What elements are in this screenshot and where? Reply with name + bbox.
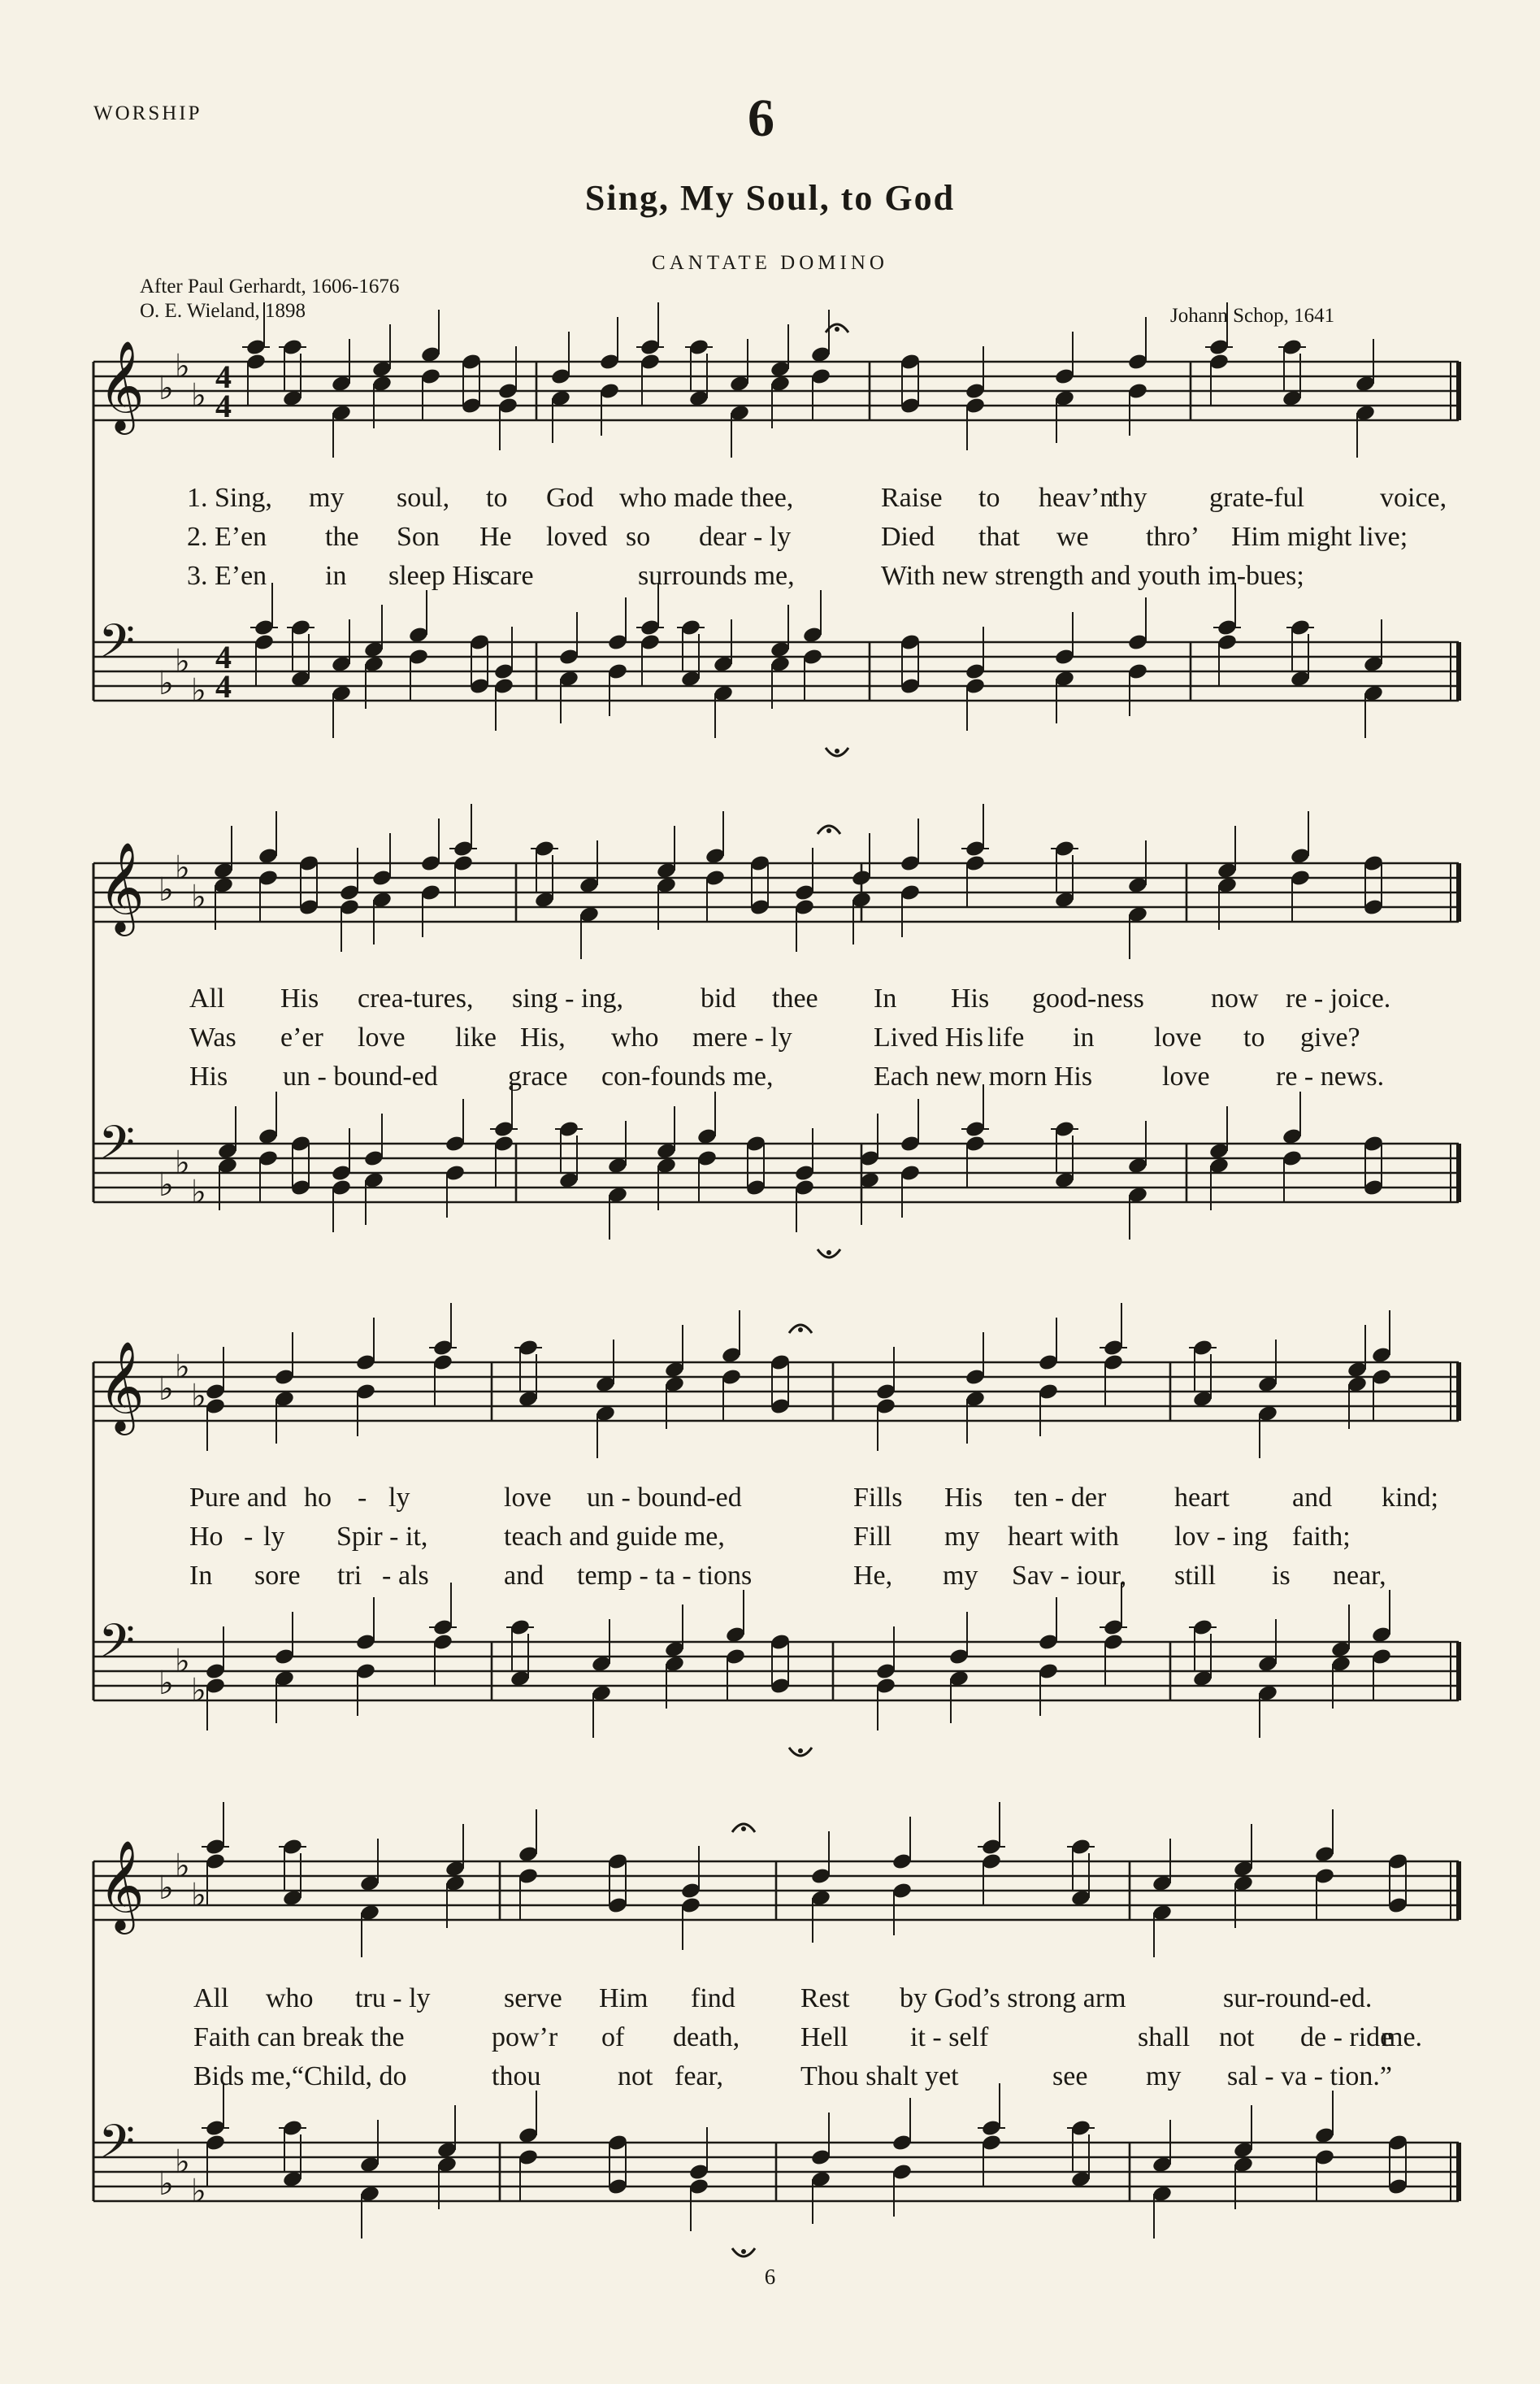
lyric-syllable: lov - ing <box>1174 1522 1269 1552</box>
flat-icon: ♭ <box>191 1174 206 1211</box>
lyric-syllable: un - bound-ed <box>283 1062 438 1092</box>
lyric-syllable: to <box>486 483 508 513</box>
flat-icon: ♭ <box>175 1643 190 1680</box>
text-credit-translator: O. E. Wieland, 1898 <box>140 300 306 322</box>
lyric-syllable: sleep His <box>388 561 491 591</box>
lyric-syllable: Son <box>397 522 440 552</box>
lyric-syllable: His <box>189 1062 228 1092</box>
lyric-syllable: thee <box>772 984 818 1014</box>
lyric-syllable: heart <box>1174 1483 1230 1513</box>
lyric-syllable: All <box>193 1983 229 2013</box>
lyric-syllable: me. <box>1382 2022 1423 2052</box>
fermata-icon <box>798 1327 803 1332</box>
lyric-syllable: my <box>944 1522 980 1552</box>
hymn-number: 6 <box>748 89 774 148</box>
lyric-syllable: shall <box>1138 2022 1191 2052</box>
lyric-syllable: mere - ly <box>692 1023 792 1053</box>
lyric-syllable: temp - ta - tions <box>577 1561 753 1591</box>
flat-icon: ♭ <box>191 377 206 415</box>
lyric-syllable: Bids me,“Child, do <box>193 2061 407 2091</box>
lyric-syllable: God <box>546 483 594 513</box>
lyric-syllable: Each new morn His <box>874 1062 1093 1092</box>
lyric-syllable: tru - ly <box>355 1983 431 2013</box>
flat-icon: ♭ <box>191 1378 206 1415</box>
lyric-syllable: His, <box>520 1023 566 1053</box>
lyric-syllable: love <box>1154 1023 1202 1053</box>
lyric-syllable: Faith can break the <box>193 2022 405 2052</box>
lyric-syllable: heav’n <box>1039 483 1114 513</box>
lyric-syllable: good-ness <box>1032 984 1144 1014</box>
lyric-syllable: Fill <box>853 1522 892 1552</box>
flat-icon: ♭ <box>158 2165 174 2203</box>
time-signature: 4 <box>215 639 232 675</box>
lyric-syllable: crea-tures, <box>358 984 474 1014</box>
fermata-icon <box>835 327 839 332</box>
time-signature: 4 <box>215 668 232 705</box>
lyric-syllable: like <box>455 1023 497 1053</box>
bass-clef-icon: 𝄢 <box>98 1115 136 1182</box>
lyric-syllable: life <box>987 1023 1025 1053</box>
lyric-syllable: and <box>504 1561 544 1591</box>
lyric-syllable: Him <box>599 1983 649 2013</box>
lyric-syllable: He <box>479 522 512 552</box>
lyric-syllable: 2. E’en <box>187 522 267 552</box>
lyric-syllable: it - self <box>910 2022 989 2052</box>
lyric-syllable: ly <box>388 1483 410 1513</box>
lyric-syllable: teach and guide me, <box>504 1522 725 1552</box>
lyric-syllable: love <box>504 1483 552 1513</box>
flat-icon: ♭ <box>158 1665 174 1702</box>
flat-icon: ♭ <box>158 1370 174 1408</box>
lyric-syllable: love <box>1162 1062 1210 1092</box>
lyric-syllable: my <box>943 1561 978 1591</box>
lyric-syllable: soul, <box>397 483 450 513</box>
treble-clef-icon: 𝄞 <box>98 1839 145 1930</box>
lyric-syllable: Ho <box>189 1522 223 1552</box>
lyric-syllable: find <box>691 1983 735 2013</box>
section-label: WORSHIP <box>93 102 202 124</box>
text-credit-original: After Paul Gerhardt, 1606-1676 <box>140 276 400 297</box>
lyric-syllable: re - news. <box>1276 1062 1385 1092</box>
lyric-syllable: sing - ing, <box>512 984 623 1014</box>
tune-name: CANTATE DOMINO <box>652 252 888 274</box>
lyric-syllable: ly <box>263 1522 285 1552</box>
flat-icon: ♭ <box>191 1672 206 1709</box>
lyric-syllable: His <box>951 984 990 1014</box>
lyric-syllable: Raise <box>881 483 943 513</box>
lyric-syllable: thro’ <box>1146 522 1200 552</box>
lyric-syllable: re - joice. <box>1286 984 1391 1014</box>
flat-icon: ♭ <box>158 665 174 702</box>
lyric-syllable: not <box>1219 2022 1255 2052</box>
treble-clef-icon: 𝄞 <box>98 1340 145 1431</box>
flat-icon: ♭ <box>175 1144 190 1182</box>
lyric-syllable: sore <box>254 1561 301 1591</box>
flat-icon: ♭ <box>158 1869 174 1907</box>
hymn-title: Sing, My Soul, to God <box>584 178 956 218</box>
flat-icon: ♭ <box>158 370 174 407</box>
fermata-icon <box>741 1826 746 1831</box>
bass-clef-icon: 𝄢 <box>98 2114 136 2181</box>
treble-clef-icon: 𝄞 <box>98 841 145 932</box>
lyric-syllable: - <box>382 1561 392 1591</box>
lyric-syllable: ten - der <box>1014 1483 1107 1513</box>
lyric-syllable: who <box>266 1983 314 2013</box>
lyric-syllable: grate-ful <box>1209 483 1305 513</box>
lyric-syllable: bid <box>701 984 736 1014</box>
lyric-syllable: surrounds me, <box>638 561 795 591</box>
lyric-syllable: 1. Sing, <box>187 483 272 513</box>
lyric-syllable: fear, <box>675 2061 723 2091</box>
lyric-syllable: now <box>1211 984 1259 1014</box>
lyric-syllable: and <box>1292 1483 1333 1513</box>
fermata-icon <box>741 2249 746 2254</box>
lyric-syllable: dear - ly <box>699 522 792 552</box>
lyric-syllable: Rest <box>800 1983 850 2013</box>
lyric-syllable: not <box>618 2061 653 2091</box>
bass-clef-icon: 𝄢 <box>98 614 136 680</box>
flat-icon: ♭ <box>191 2173 206 2210</box>
lyric-syllable: e’er <box>280 1023 323 1053</box>
flat-icon: ♭ <box>191 1877 206 1914</box>
lyric-syllable: He, <box>853 1561 893 1591</box>
lyric-syllable: kind; <box>1382 1483 1438 1513</box>
lyric-syllable: heart with <box>1008 1522 1119 1552</box>
lyric-syllable: Spir - it, <box>336 1522 428 1552</box>
flat-icon: ♭ <box>175 849 190 887</box>
lyric-syllable: 3. E’en <box>187 561 267 591</box>
time-signature: 4 <box>215 388 232 424</box>
lyric-syllable: voice, <box>1380 483 1447 513</box>
lyric-syllable: con-founds me, <box>601 1062 774 1092</box>
lyric-syllable: ho <box>304 1483 332 1513</box>
lyric-syllable: in <box>1073 1023 1095 1053</box>
lyric-syllable: Hell <box>800 2022 848 2052</box>
lyric-syllable: that <box>978 522 1020 552</box>
flat-icon: ♭ <box>158 1166 174 1204</box>
lyric-syllable: near, <box>1333 1561 1386 1591</box>
lyric-syllable: love <box>358 1023 406 1053</box>
lyric-syllable: see <box>1052 2061 1088 2091</box>
lyric-syllable: who <box>611 1023 659 1053</box>
bass-clef-icon: 𝄢 <box>98 1613 136 1680</box>
flat-icon: ♭ <box>191 672 206 710</box>
fermata-icon <box>826 828 831 833</box>
lyric-syllable: In <box>874 984 897 1014</box>
lyric-syllable: His <box>280 984 319 1014</box>
flat-icon: ♭ <box>175 643 190 680</box>
lyric-syllable: by God’s strong arm <box>900 1983 1126 2013</box>
lyric-syllable: thou <box>492 2061 541 2091</box>
lyric-syllable: to <box>1243 1023 1265 1053</box>
lyric-syllable: In <box>189 1561 213 1591</box>
lyric-syllable: faith; <box>1292 1522 1351 1552</box>
flat-icon: ♭ <box>191 879 206 916</box>
fermata-icon <box>826 1250 831 1255</box>
flat-icon: ♭ <box>158 871 174 909</box>
lyric-syllable: death, <box>673 2022 740 2052</box>
lyric-syllable: His <box>944 1483 983 1513</box>
lyric-syllable: Died <box>881 522 935 552</box>
lyric-syllable: in <box>325 561 347 591</box>
time-signature: 4 <box>215 358 232 395</box>
lyric-syllable: With new strength and youth im-bues; <box>881 561 1304 591</box>
lyric-syllable: - <box>244 1522 254 1552</box>
lyric-syllable: the <box>325 522 359 552</box>
lyric-syllable: is <box>1272 1561 1291 1591</box>
lyric-syllable: sur-round-ed. <box>1223 1983 1373 2013</box>
lyric-syllable: als <box>398 1561 429 1591</box>
lyric-syllable: my <box>309 483 345 513</box>
lyric-syllable: Was <box>189 1023 236 1053</box>
lyric-syllable: Pure and <box>189 1483 287 1513</box>
flat-icon: ♭ <box>175 348 190 385</box>
lyric-syllable: Sav - iour, <box>1012 1561 1127 1591</box>
lyric-syllable: still <box>1174 1561 1217 1591</box>
lyric-syllable: give? <box>1300 1023 1360 1053</box>
lyric-syllable: Him might live; <box>1231 522 1408 552</box>
lyric-syllable: pow’r <box>492 2022 558 2052</box>
lyric-syllable: my <box>1146 2061 1182 2091</box>
lyric-syllable: we <box>1056 522 1089 552</box>
lyric-syllable: who made thee, <box>619 483 794 513</box>
fermata-icon <box>835 749 839 753</box>
flat-icon: ♭ <box>175 2143 190 2181</box>
lyric-syllable: Fills <box>853 1483 903 1513</box>
lyric-syllable: - <box>358 1483 367 1513</box>
flat-icon: ♭ <box>175 1348 190 1386</box>
lyric-syllable: loved <box>546 522 608 552</box>
lyric-syllable: care <box>488 561 534 591</box>
fermata-icon <box>798 1748 803 1753</box>
flat-icon: ♭ <box>175 1848 190 1885</box>
lyric-syllable: Thou shalt yet <box>800 2061 959 2091</box>
lyric-syllable: of <box>601 2022 625 2052</box>
lyric-syllable: serve <box>504 1983 562 2013</box>
lyric-syllable: Lived His <box>874 1023 984 1053</box>
lyric-syllable: de - ride <box>1300 2022 1393 2052</box>
treble-clef-icon: 𝄞 <box>98 340 145 431</box>
lyric-syllable: grace <box>508 1062 568 1092</box>
lyric-syllable: to <box>978 483 1000 513</box>
page-number: 6 <box>764 2265 776 2289</box>
lyric-syllable: sal - va - tion.” <box>1227 2061 1392 2091</box>
music-credit: Johann Schop, 1641 <box>1170 305 1335 327</box>
lyric-syllable: All <box>189 984 225 1014</box>
lyric-syllable: tri <box>337 1561 362 1591</box>
lyric-syllable: un - bound-ed <box>587 1483 742 1513</box>
lyric-syllable: thy <box>1112 483 1147 513</box>
lyric-syllable: so <box>626 522 651 552</box>
